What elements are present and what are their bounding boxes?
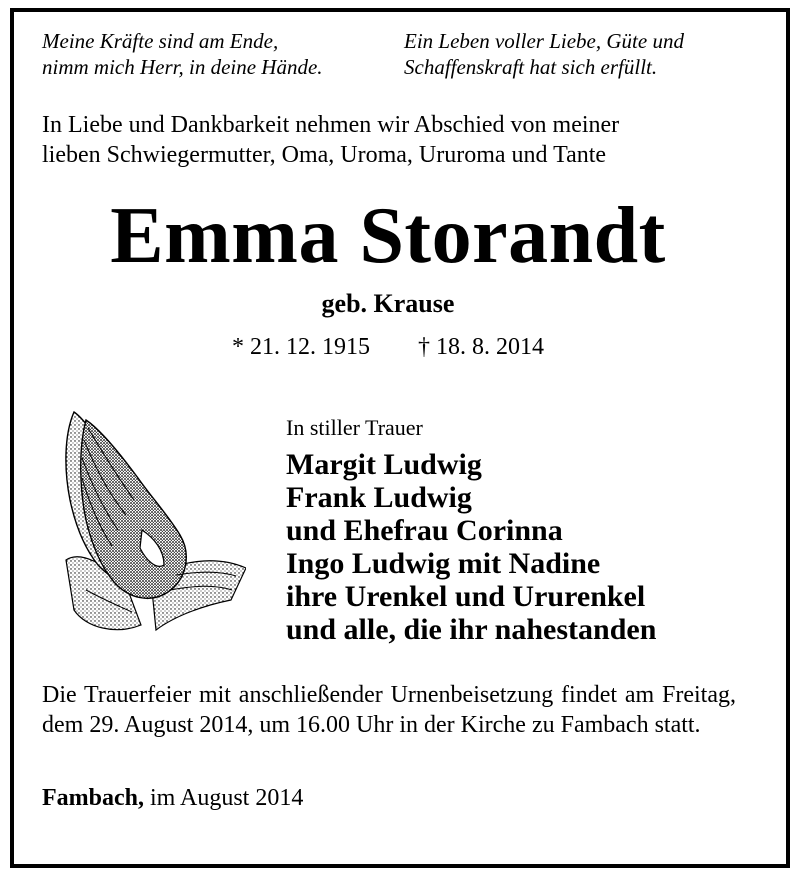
quote-left	[42, 28, 323, 80]
maiden-name: geb. Krause	[321, 289, 455, 318]
place-date	[42, 783, 303, 813]
place-name: Fambach,	[42, 785, 144, 811]
mourner-item: und Ehefrau Corinna	[286, 514, 563, 547]
announcement-date: im August 2014	[150, 785, 304, 811]
quote-left-line-2: nimm mich Herr, in deine Hände.	[42, 55, 323, 79]
mourning-intro: In stiller Trauer	[286, 415, 423, 440]
quote-right	[404, 28, 684, 80]
mourner-item: und alle, die ihr nahestanden	[286, 613, 657, 646]
funeral-service-text: Die Trauerfeier mit anschließender Urnenbeisetzung findet am Freitag, dem 29. August 2014, um 16.00 Uhr in der Kirche zu Fambach statt.	[42, 682, 736, 738]
mourner-item: ihre Urenkel und Ururenkel	[286, 580, 646, 613]
mourner-item: Ingo Ludwig mit Nadine	[286, 547, 601, 580]
deceased-name: Emma Storandt	[110, 192, 666, 280]
mourners-list	[286, 448, 656, 646]
mourner-item: Frank Ludwig	[286, 481, 472, 514]
intro-line-1: In Liebe und Dankbarkeit nehmen wir Abschied von meiner	[42, 112, 620, 138]
intro-text	[42, 110, 742, 170]
quote-right-line-2: Schaffenskraft hat sich erfüllt.	[404, 55, 658, 79]
life-dates	[0, 332, 776, 362]
birth-date: * 21. 12. 1915	[232, 334, 370, 360]
quote-left-line-1: Meine Kräfte sind am Ende,	[42, 29, 279, 53]
mourner-item: Margit Ludwig	[286, 448, 482, 481]
death-date: † 18. 8. 2014	[418, 334, 544, 360]
intro-line-2: lieben Schwiegermutter, Oma, Uroma, Ururoma und Tante	[42, 142, 607, 168]
praying-hands-icon	[46, 400, 246, 645]
quote-right-line-1: Ein Leben voller Liebe, Güte und	[404, 29, 684, 53]
